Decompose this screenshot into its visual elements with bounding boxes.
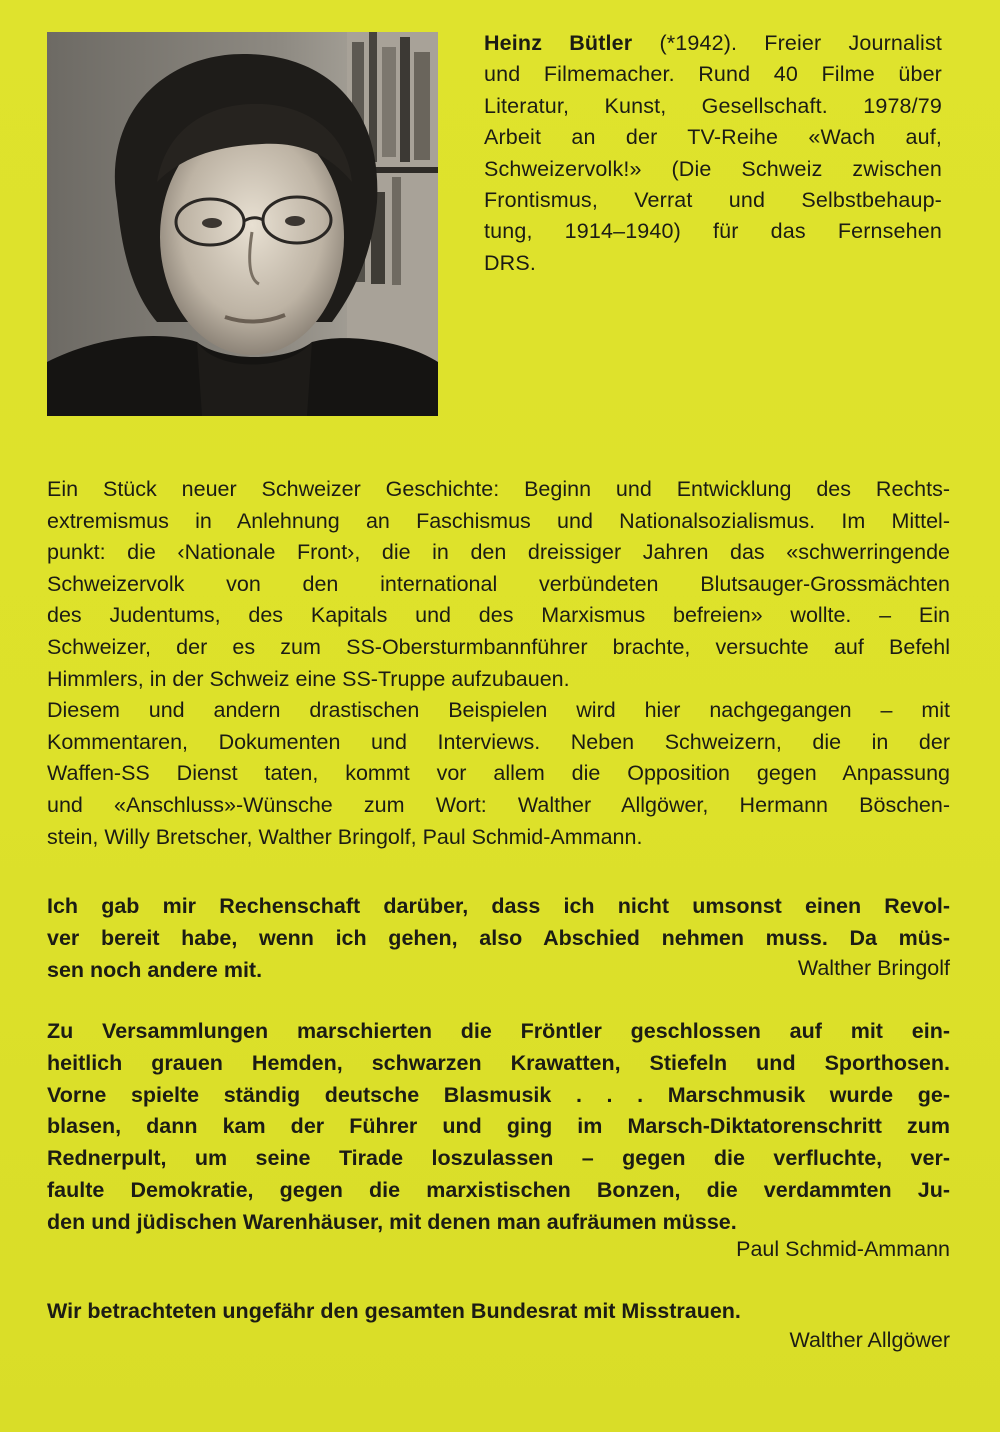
bio-line: Heinz Bütler (*1942). Freier Journalist [484, 31, 943, 55]
bio-line: Frontismus, Verrat und Selbstbehaup- [484, 188, 942, 213]
bio-line: tung, 1914–1940) für das Fernsehen [484, 219, 942, 244]
bio-line: Schweizervolk!» (Die Schweiz zwischen [484, 156, 942, 181]
quote-line: Ich gab mir Rechenschaft darüber, dass ich nicht umsonst einen Revol- [47, 894, 950, 918]
quote-author: Walther Bringolf [797, 956, 950, 980]
description-line: Himmlers, in der Schweiz eine SS-Truppe aufzubauen. [47, 666, 570, 691]
quote-line: den und jüdischen Warenhäuser, mit denen man aufräumen müsse. [47, 1209, 737, 1234]
description-line: punkt: die ‹Nationale Front›, die in den dreissiger Jahren das «schwerringende [47, 540, 950, 565]
description-line: extremismus in Anlehnung an Faschismus und Nationalsozialismus. Im Mittel- [47, 508, 950, 533]
quote-line: faulte Demokratie, gegen die marxistischen Bonzen, die verdammten Ju- [47, 1177, 950, 1202]
bio-line: Arbeit an der TV-Reihe «Wach auf, [484, 125, 942, 150]
quote-author: Paul Schmid-Ammann [736, 1237, 950, 1261]
author-photo [47, 32, 438, 416]
quote-line: Wir betrachteten ungefähr den gesamten Bundesrat mit Misstrauen. [47, 1299, 741, 1323]
bio-line: Literatur, Kunst, Gesellschaft. 1978/79 [484, 93, 942, 118]
author-portrait-image [47, 32, 438, 416]
quote-allgoewer [47, 1296, 950, 1328]
author-bio [484, 28, 942, 279]
description-line: Diesem und andern drastischen Beispielen wird hier nachgegangen – mit [47, 698, 950, 723]
quote-line: Rednerpult, um seine Tirade loszulassen – gegen die verfluchte, ver- [47, 1146, 950, 1171]
book-description [47, 474, 950, 853]
quote-author: Walther Allgöwer [789, 1328, 950, 1352]
description-line: Waffen-SS Dienst taten, kommt vor allem die Opposition gegen Anpassung [47, 761, 950, 786]
bio-line: und Filmemacher. Rund 40 Filme über [484, 62, 942, 87]
description-line: Kommentaren, Dokumenten und Interviews. Neben Schweizern, die in der [47, 729, 950, 754]
description-line: und «Anschluss»-Wünsche zum Wort: Walther Allgöwer, Hermann Böschen- [47, 792, 950, 817]
author-name: Heinz Bütler [484, 31, 633, 55]
bio-line: DRS. [484, 250, 536, 275]
quote-line: Vorne spielte ständig deutsche Blasmusik . . . Marschmusik wurde ge- [47, 1082, 950, 1107]
quote-schmid-ammann [47, 1016, 950, 1239]
quote-line: Zu Versammlungen marschierten die Fröntler geschlossen auf mit ein- [47, 1019, 950, 1043]
quote-line: heitlich grauen Hemden, schwarzen Krawatten, Stiefeln und Sporthosen. [47, 1050, 950, 1075]
description-line: Ein Stück neuer Schweizer Geschichte: Beginn und Entwicklung des Rechts- [47, 477, 950, 501]
quote-line: sen noch andere mit. [47, 957, 263, 982]
description-line: stein, Willy Bretscher, Walther Bringolf, Paul Schmid-Ammann. [47, 824, 643, 849]
description-line: Schweizer, der es zum SS-Obersturmbannführer brachte, versuchte auf Befehl [47, 634, 950, 659]
description-line: Schweizervolk von den international verbündeten Blutsauger-Grossmächten [47, 571, 950, 596]
description-line: des Judentums, des Kapitals und des Marxismus befreien» wollte. – Ein [47, 603, 950, 628]
quote-line: ver bereit habe, wenn ich gehen, also Abschied nehmen muss. Da müs- [47, 925, 950, 950]
quote-line: blasen, dann kam der Führer und ging im Marsch-Diktatorenschritt zum [47, 1114, 950, 1139]
